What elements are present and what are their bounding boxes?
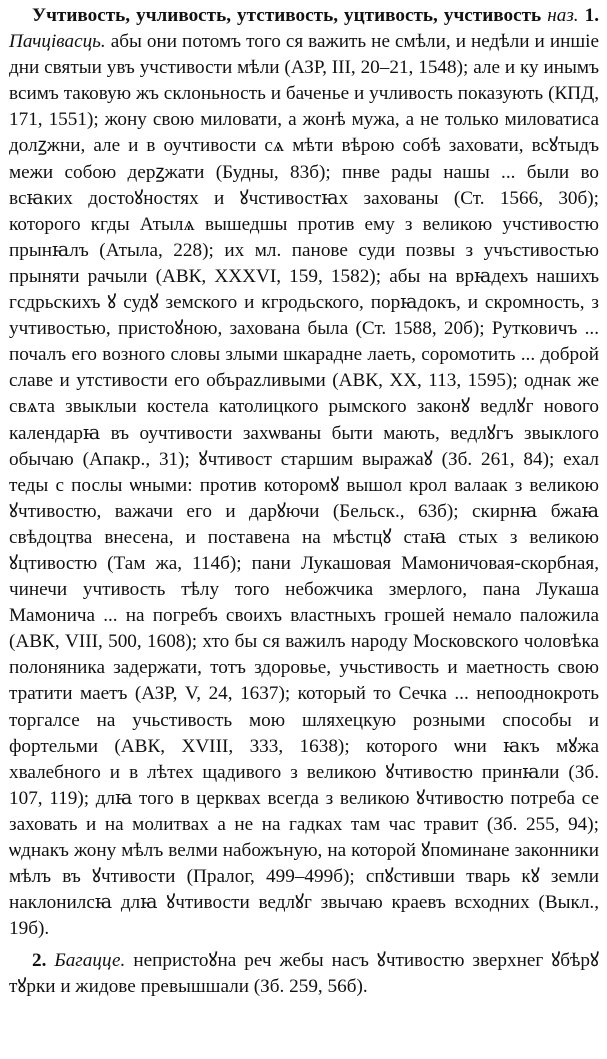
sense-gloss: Пачцівасць. (9, 31, 106, 53)
sense-citations: абы они потомъ того ся важить не смѣли, и недѣли и иншіе дни святыи увъ учстивости мѣли (АЗР, III, 20–21, 1548); але и ку инымъ всимъ таковую жъ склоньность и баченье и учливость показують (КПД, 171, 1551); жону свою миловати, а жонѣ мужа, а не только миловатиса долꙁжни, але и в оучтивости сѧ мѣти вѣрою собѣ заховати, всꙋтыдъ межи собою дерꙁжати (Будны, 83б); пнве рады нашы ... были во всꙗких достоꙋностях и ꙋчстивостꙗх захованы (Ст. 1566, 30б); которого кгды Атылѧ вышедшы против ему з великою учстивостю прынꙗлъ (Атыла, 228); их мл. панове суди позвы з учъстивостью прыняти рачыли (АВК, XXXVI, 159, 1582); абы на врꙗдехъ нашихъ гсдрьскихъ ꙋ судꙋ земского и кгродьского, порꙗдокъ, и скромность, з учтивостью, пристоꙋною, захована была (Ст. 1588, 20б); Рутковичъ ... почалъ его возного словы злыми шкарадне лаеть, соромотить ... доброй славе и утстивости его обърazливыми (АВК, XX, 113, 1595); однак же свѧта звыклыи костела католицкого рымского законꙋ ведлꙋг нового календарꙗ въ оучтивости захѡваны быти мають, ведлꙋгъ звыклого обычаю (Апакр., 31); ꙋчтивост старшим выражаꙋ (Зб. 261, 84); ехал теды с послы ѡными: против которомꙋ вышол крол валаак з великою ꙋчтивостю, важачи его и дарꙋючи (Бельск., 63б); скирнꙗ бжаꙗ свѣдоцтва внесена, и поставена на мѣстцꙋ стаꙗ стых з великою ꙋцтивостю (Там жа, 114б); пани Лукашовая Мамоничовая-скорбная, чинечи учтивость тѣлу того небожчика змерлого, пана Лукаша Мамонича ... на погребъ своихъ властныхъ грошей немало паложила (АВК, VIII, 500, 1608); хто бы ся важилъ народу Московского чоловѣка полоняника задержати, тотъ здоровье, учьстивость и маетность свою тратити маетъ (АЗР, V, 24, 1637); который то Сечка ... непооднокроть торгалсе на учьстивость мою шляхецкую розными способы и фортельми (АВК, XVIII, 333, 1638); которого ѡни ꙗкъ мꙋжа хвалебного и в лѣтех щадивого з великою ꙋчтивостю принꙗли (Зб. 107, 119); длꙗ того в церквах всегда з великою ꙋчтивостю потреба се заховать и на молитвах а не на гадках там час травит (Зб. 255, 94); ѡднакъ жону мѣлъ велми набожъную, на которой ꙋпоминане законники мѣлъ въ ꙋчтивости (Пралог, 499–499б); спꙋстивши тварь кꙋ земли наклонилсꙗ длꙗ ꙋчтивости ведлꙋг звычаю краевъ всходних (Выкл., 19б). (9, 31, 600, 940)
dictionary-entry (9, 3, 599, 1001)
sense-number: 1. (584, 5, 600, 26)
sense-citations: непристоꙋна реч жебы насъ ꙋчтивостю зверхнег ꙋбѣрꙋ тꙋрки и жидове превышшали (Зб. 259, 56б). (9, 950, 600, 998)
headword: Учтивость, учливость, утстивость, уцтивость, учстивость (32, 5, 542, 26)
sense-1-paragraph (9, 3, 599, 942)
sense-2-paragraph (9, 948, 599, 1000)
sense-number: 2. (32, 950, 47, 972)
sense-gloss: Багацце. (54, 950, 126, 972)
grammar-label: наз. (547, 5, 579, 26)
